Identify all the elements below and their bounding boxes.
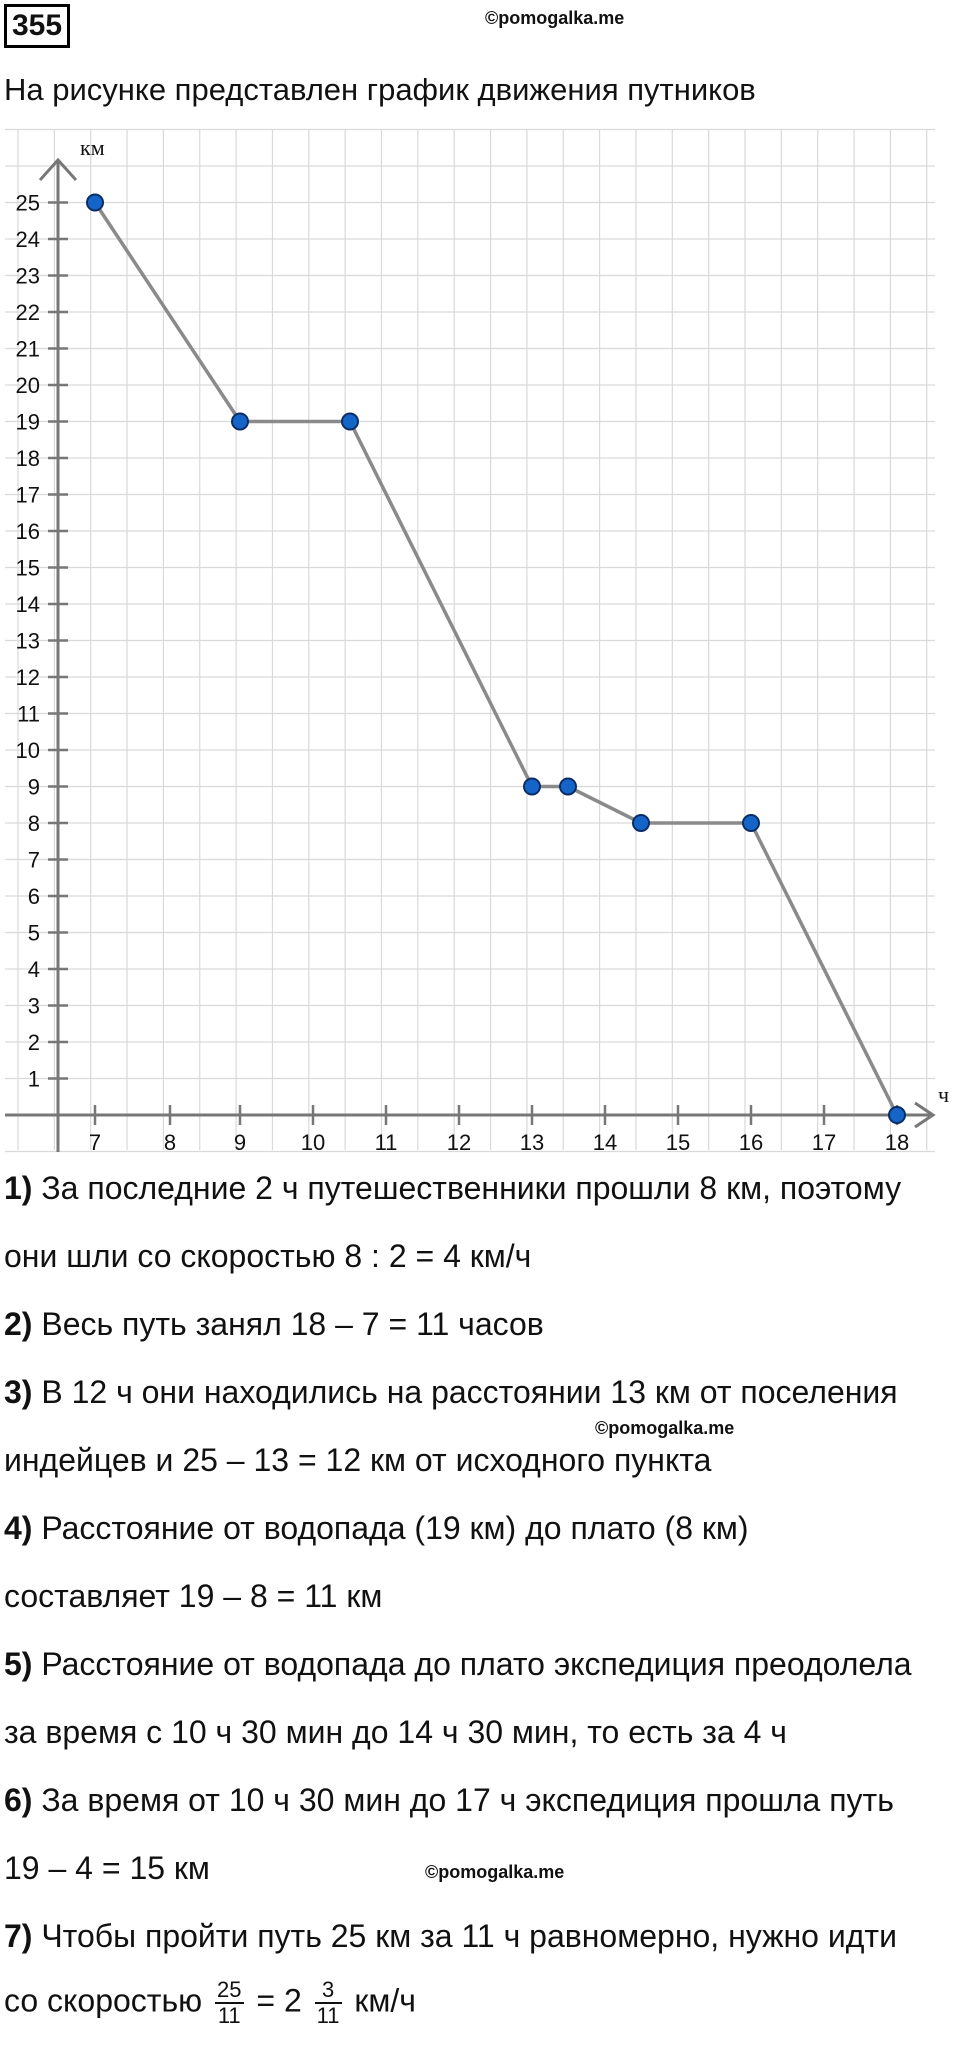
watermark-top: ©pomogalka.me <box>485 8 625 28</box>
answer-line-fraction: со скоростью $\frac{25}{11}$ = 2 $\frac{3}{11}$ км/ч <box>4 1977 416 2028</box>
y-tick-label: 19 <box>15 409 40 435</box>
answer-line: 1) За последние 2 ч путешественники прошли 8 км, поэтому <box>4 1170 902 1206</box>
answer-line: 7) Чтобы пройти путь 25 км за 11 ч равномерно, нужно идти <box>4 1918 897 1954</box>
answer-line: за время с 10 ч 30 мин до 14 ч 30 мин, то есть за 4 ч <box>4 1714 787 1750</box>
data-point <box>87 195 103 211</box>
y-tick-label: 5 <box>27 920 40 946</box>
answer-line: они шли со скоростью 8 : 2 = 4 км/ч <box>4 1238 532 1274</box>
y-tick-label: 25 <box>15 190 40 216</box>
chart-grid <box>5 130 935 1152</box>
y-tick-label: 16 <box>15 519 40 544</box>
watermark-middle: ©pomogalka.me <box>595 1418 735 1438</box>
y-tick-label: 17 <box>15 482 40 508</box>
fraction-25-11: $\frac{25}{11}$ <box>217 1977 242 2028</box>
answer-line: 19 – 4 = 15 км <box>4 1850 210 1886</box>
y-tick-label: 24 <box>15 227 40 252</box>
data-point <box>342 414 358 430</box>
answer-line: 2) Весь путь занял 18 – 7 = 11 часов <box>4 1306 544 1342</box>
y-tick-label: 11 <box>17 701 40 727</box>
x-tick-label: 15 <box>665 1130 691 1155</box>
series-line <box>95 203 897 1116</box>
y-tick-label: 1 <box>27 1066 40 1092</box>
data-point <box>743 815 759 831</box>
chart-ticks <box>16 191 910 1156</box>
x-tick-label: 13 <box>519 1130 545 1155</box>
y-tick-label: 20 <box>15 373 40 398</box>
answer-line: индейцев и 25 – 13 = 12 км от исходного пункта <box>4 1442 712 1478</box>
data-point <box>524 779 540 795</box>
y-tick-label: 23 <box>15 263 40 289</box>
y-tick-label: 15 <box>15 555 40 581</box>
y-tick-label: 3 <box>27 993 40 1019</box>
x-tick-label: 9 <box>233 1130 247 1155</box>
y-tick-label: 7 <box>27 847 40 873</box>
data-point <box>560 779 576 795</box>
y-tick-label: 4 <box>27 957 40 982</box>
chart <box>0 110 960 1160</box>
x-tick-label: 16 <box>738 1130 764 1155</box>
y-tick-label: 22 <box>15 300 40 325</box>
chart-series <box>87 195 905 1124</box>
y-tick-label: 14 <box>15 592 40 617</box>
x-tick-label: 18 <box>884 1130 910 1155</box>
y-tick-label: 21 <box>15 336 40 362</box>
fraction-3-11: $\frac{3}{11}$ <box>316 1977 340 2028</box>
answer-line: 5) Расстояние от водопада до плато экспедиция преодолела <box>4 1646 912 1682</box>
y-tick-label: 13 <box>15 628 40 654</box>
x-tick-label: 17 <box>811 1130 837 1155</box>
answer-line: 6) За время от 10 ч 30 мин до 17 ч экспедиция прошла путь <box>4 1782 894 1818</box>
answer-line: составляет 19 – 8 = 11 км <box>4 1578 383 1614</box>
x-tick-label: 12 <box>446 1130 472 1155</box>
y-tick-label: 12 <box>15 665 40 690</box>
x-axis-label: ч <box>938 1082 950 1107</box>
y-tick-label: 8 <box>27 811 40 836</box>
x-tick-label: 11 <box>374 1130 398 1155</box>
page-title: На рисунке представлен график движения путников <box>4 72 756 107</box>
x-tick-label: 8 <box>163 1130 177 1155</box>
y-tick-label: 18 <box>15 446 40 471</box>
chart-axes <box>5 135 949 1152</box>
data-point <box>889 1107 905 1123</box>
data-point <box>232 414 248 430</box>
problem-number: 355 <box>4 4 70 48</box>
x-tick-label: 10 <box>300 1130 326 1155</box>
data-point <box>633 815 649 831</box>
x-tick-label: 7 <box>88 1130 102 1155</box>
answer-line: 4) Расстояние от водопада (19 км) до плато (8 км) <box>4 1510 749 1546</box>
y-tick-label: 6 <box>27 884 40 909</box>
y-tick-label: 2 <box>27 1030 40 1055</box>
y-tick-label: 10 <box>15 738 40 763</box>
y-axis-label: км <box>80 135 105 160</box>
x-tick-label: 14 <box>592 1130 618 1155</box>
watermark-bottom: ©pomogalka.me <box>425 1862 565 1882</box>
answer-line: 3) В 12 ч они находились на расстоянии 13 км от поселения <box>4 1374 898 1410</box>
y-tick-label: 9 <box>27 774 40 800</box>
